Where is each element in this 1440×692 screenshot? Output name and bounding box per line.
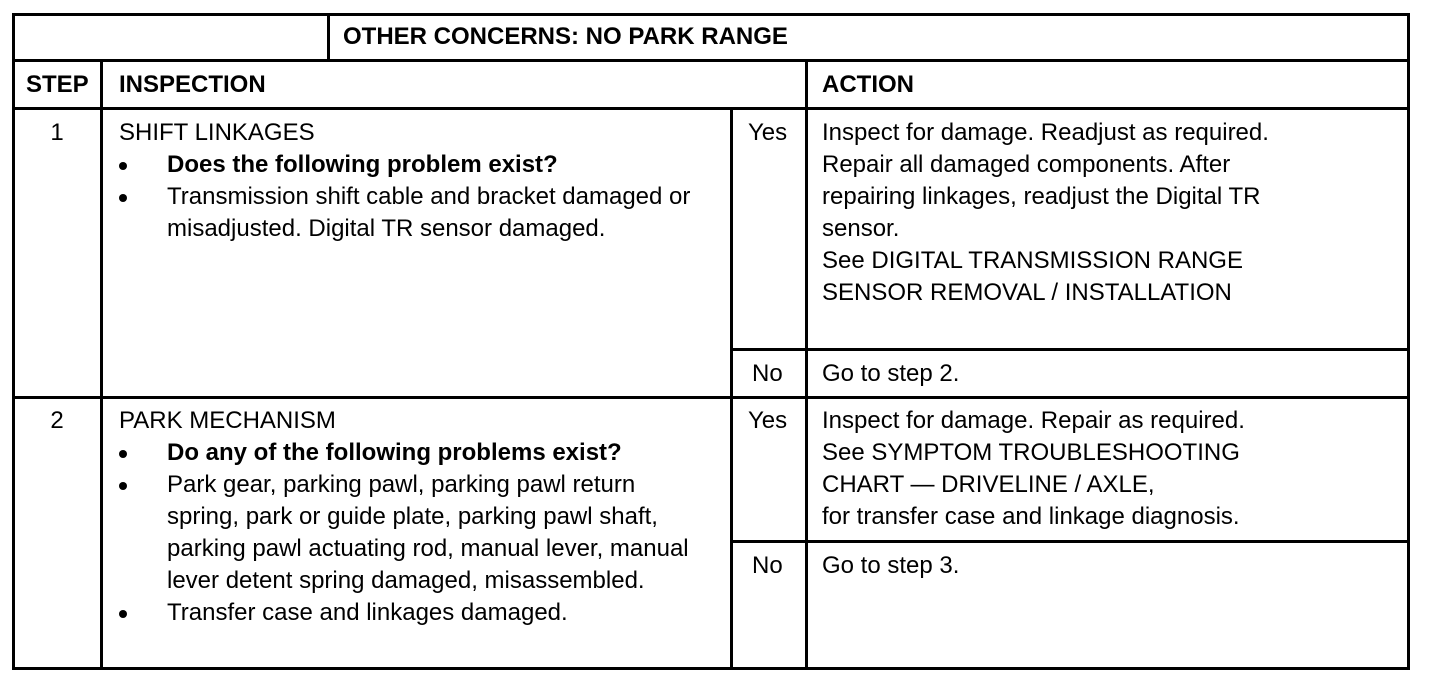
action-column-divider <box>805 60 808 670</box>
no-label: No <box>752 552 783 579</box>
action-line: See SYMPTOM TROUBLESHOOTING <box>822 439 1240 466</box>
inspection-item: Park gear, parking pawl, parking pawl return spring, park or guide plate, parking pawl shaft, parking pawl actuating rod, manual lever, manual lever detent spring damaged, misassembled. <box>119 469 707 597</box>
table-title: OTHER CONCERNS: NO PARK RANGE <box>343 23 788 50</box>
header-inspection: INSPECTION <box>119 71 266 98</box>
action-line: CHART — DRIVELINE / AXLE, <box>822 471 1155 498</box>
step-column-divider <box>100 60 103 670</box>
header-action: ACTION <box>822 71 914 98</box>
action-line: Repair all damaged components. After <box>822 151 1231 178</box>
title-left-divider <box>327 13 330 61</box>
inspection-question: Do any of the following problems exist? <box>119 437 719 469</box>
action-line: See DIGITAL TRANSMISSION RANGE <box>822 247 1243 274</box>
inspection-cell <box>119 117 719 245</box>
no-action: Go to step 2. <box>822 360 960 387</box>
yes-label: Yes <box>748 407 788 434</box>
action-line: for transfer case and linkage diagnosis. <box>822 503 1240 530</box>
inspection-title: SHIFT LINKAGES <box>119 119 315 146</box>
step-divider <box>12 396 1410 399</box>
action-line: sensor. <box>822 215 900 242</box>
yes-no-column-divider <box>730 108 733 670</box>
header-step: STEP <box>26 71 89 98</box>
inspection-item: Transmission shift cable and bracket damaged or misadjusted. Digital TR sensor damaged. <box>119 181 707 245</box>
inspection-item: Transfer case and linkages damaged. <box>119 597 707 629</box>
yes-no-divider-2 <box>730 540 1410 543</box>
action-line: Inspect for damage. Repair as required. <box>822 407 1245 434</box>
yes-action <box>822 405 1402 533</box>
yes-label: Yes <box>748 119 788 146</box>
step-number: 2 <box>50 407 64 434</box>
header-row-divider <box>12 107 1410 110</box>
action-line: Inspect for damage. Readjust as required. <box>822 119 1269 146</box>
title-row-divider <box>12 59 1410 62</box>
no-action: Go to step 3. <box>822 552 960 579</box>
step-number: 1 <box>50 119 64 146</box>
inspection-title: PARK MECHANISM <box>119 407 336 434</box>
inspection-cell <box>119 405 719 629</box>
action-line: repairing linkages, readjust the Digital TR <box>822 183 1261 210</box>
yes-no-divider-1 <box>730 348 1410 351</box>
action-line: SENSOR REMOVAL / INSTALLATION <box>822 279 1232 306</box>
inspection-question: Does the following problem exist? <box>119 149 719 181</box>
yes-action <box>822 117 1402 309</box>
no-label: No <box>752 360 783 387</box>
